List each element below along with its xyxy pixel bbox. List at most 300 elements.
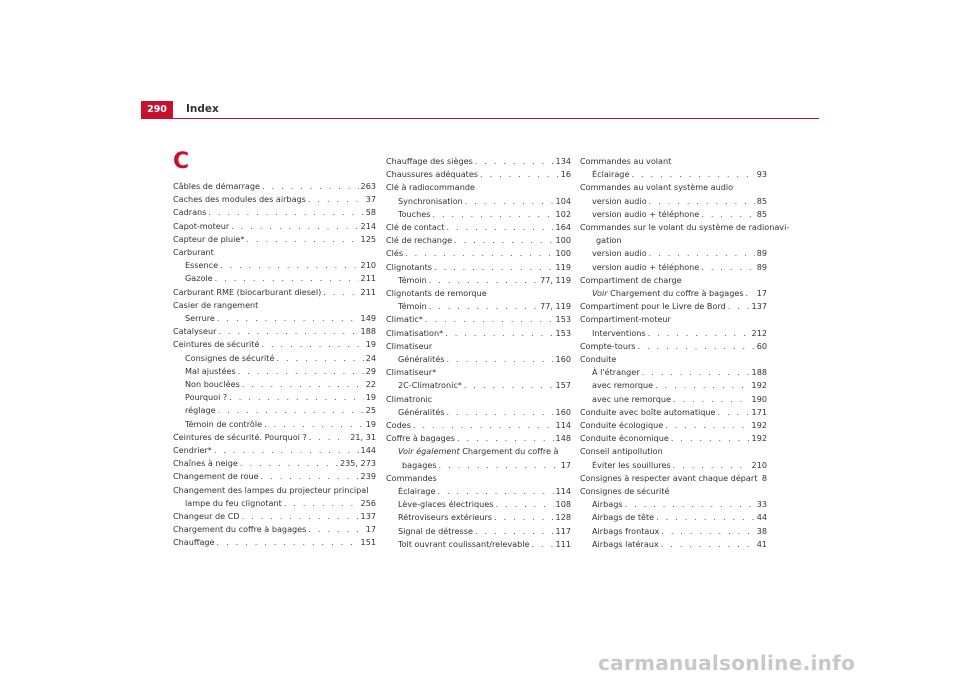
index-entry-label: Conduite économique	[580, 433, 669, 444]
index-entry	[580, 498, 767, 511]
dot-leader	[649, 195, 755, 208]
index-heading: Commandes au volant	[580, 156, 672, 166]
index-entry	[173, 312, 376, 325]
index-entry-label: Clé de contact	[386, 222, 445, 233]
index-entry-label: Climatisation*	[386, 327, 444, 338]
dot-leader	[429, 300, 538, 313]
see-also-reference	[592, 287, 744, 300]
index-entry-page: 192	[751, 433, 767, 444]
index-entry-page: 117	[555, 525, 571, 536]
index-entry-label: Chauffage des sièges	[386, 156, 473, 166]
index-entry	[386, 274, 571, 287]
index-entry	[386, 247, 571, 260]
index-entry-page: 44	[756, 512, 767, 523]
index-entry-label: Ceintures de sécurité	[173, 339, 260, 350]
dot-leader	[648, 327, 750, 340]
index-entry-page: 16	[560, 169, 571, 180]
index-entry-label: Chargement du coffre à bagages	[173, 524, 307, 535]
index-column-1	[173, 180, 376, 550]
index-entry-label: Conduite écologique	[580, 420, 664, 431]
index-entry	[173, 510, 376, 523]
index-entry-page: 102	[555, 208, 571, 219]
index-entry-page: 149	[360, 313, 376, 324]
index-entry-label: Câbles de démarrage	[173, 181, 261, 191]
index-entry-label: version audio + téléphone	[592, 261, 700, 272]
dot-leader	[673, 459, 750, 472]
index-entry-label: Synchronisation	[398, 195, 463, 206]
index-entry-page: 212	[751, 327, 767, 338]
dot-leader	[214, 444, 359, 457]
dot-leader	[475, 525, 554, 538]
index-entry-label: Codes	[386, 420, 411, 431]
dot-leader	[437, 485, 553, 498]
index-entry-page: 211	[360, 286, 376, 297]
index-entry-label: Changement de roue	[173, 471, 259, 482]
index-entry	[580, 247, 767, 260]
dot-leader	[238, 365, 364, 378]
index-entry-page: 125	[360, 233, 376, 244]
index-entry-label: Signal de détresse	[398, 525, 473, 536]
index-entry-page: 85	[756, 208, 767, 219]
index-entry	[173, 233, 376, 246]
index-entry-page: 188	[751, 367, 767, 378]
index-heading: Consignes de sécurité	[580, 486, 670, 497]
index-entry	[173, 523, 376, 536]
index-column-3	[580, 155, 790, 551]
dot-leader	[446, 221, 553, 234]
index-entry-page: 111	[555, 538, 571, 549]
index-entry	[580, 525, 767, 538]
index-entry-label: Clés	[386, 248, 404, 259]
dot-leader	[439, 459, 559, 472]
index-entry-label: 2C-Climatronic*	[398, 380, 462, 391]
index-entry	[173, 497, 376, 510]
index-entry-label: Pourquoi ?	[185, 392, 228, 403]
see-also-reference	[398, 445, 558, 458]
see-also-label: Voir	[592, 288, 608, 299]
index-entry-page: 188	[360, 326, 376, 337]
dot-leader	[308, 523, 363, 536]
dot-leader	[218, 404, 364, 417]
index-entry	[386, 261, 571, 274]
dot-leader	[432, 208, 553, 221]
index-entry-label: Changeur de CD	[173, 511, 240, 522]
index-entry	[173, 391, 376, 404]
index-entry	[386, 432, 571, 445]
index-entry-label: Compte-tours	[580, 340, 636, 351]
index-entry-label: Mal ajustées	[185, 365, 236, 376]
index-heading: Commandes au volant système audio	[580, 182, 734, 193]
index-entry	[580, 538, 767, 551]
index-heading: Climatronic	[386, 393, 433, 404]
index-entry-label: Consignes à respecter avant chaque départ	[580, 472, 758, 483]
dot-leader	[208, 206, 363, 219]
index-entry-page: 19	[365, 392, 376, 403]
dot-leader	[429, 274, 538, 287]
index-entry-page: 100	[555, 235, 571, 246]
index-entry-label: Conduite avec boîte automatique	[580, 406, 716, 417]
dot-leader	[671, 432, 750, 445]
index-entry-label: Éclairage	[398, 486, 436, 497]
dot-leader	[649, 247, 755, 260]
index-entry	[173, 365, 376, 378]
index-entry-page: 190	[751, 393, 767, 404]
index-entry-label: Coffre à bagages	[386, 433, 455, 444]
index-entry-label: Airbags	[592, 499, 623, 510]
watermark: carmanualsonline.info	[598, 651, 856, 675]
index-entry-label: Témoin de contrôle	[185, 418, 263, 429]
index-entry-label: Lève-glaces électriques	[398, 499, 494, 510]
index-entry-label: À l'étranger	[592, 367, 640, 378]
index-entry-page: 134	[555, 156, 571, 166]
index-entry	[386, 459, 571, 472]
dot-leader	[220, 259, 358, 272]
index-entry-label: Généralités	[398, 354, 445, 365]
dot-leader	[464, 379, 554, 392]
index-entry-page: 17	[756, 288, 767, 299]
index-entry	[386, 485, 571, 498]
index-entry-label: Non bouclées	[185, 379, 240, 390]
index-entry-label: Éclairage	[592, 169, 630, 180]
index-entry-label: Airbags latéraux	[592, 538, 659, 549]
index-entry-label: Capteur de pluie*	[173, 233, 245, 244]
index-entry	[580, 287, 767, 300]
dot-leader	[701, 261, 754, 274]
dot-leader	[413, 419, 554, 432]
dot-leader	[229, 391, 363, 404]
index-entry	[386, 221, 571, 234]
index-entry-label: Cadrans	[173, 207, 207, 218]
dot-leader	[405, 247, 553, 260]
index-entry-page: 151	[360, 537, 376, 548]
index-entry	[386, 445, 571, 458]
dot-leader	[631, 168, 754, 181]
index-entry-page: 104	[555, 195, 571, 206]
dot-leader	[673, 393, 750, 406]
index-entry-page: 24	[365, 352, 376, 363]
index-entry-page: 210	[751, 459, 767, 470]
index-entry-page: 263	[360, 181, 376, 191]
index-entry	[580, 393, 767, 406]
dot-leader	[240, 457, 338, 470]
index-entry-label: Éviter les souillures	[592, 459, 671, 470]
index-entry	[386, 406, 571, 419]
index-entry-label: Chaussures adéquates	[386, 169, 479, 180]
dot-leader	[746, 287, 755, 300]
index-entry	[173, 418, 376, 431]
index-entry-page: 60	[756, 340, 767, 351]
index-entry-page: 160	[555, 406, 571, 417]
index-entry	[173, 352, 376, 365]
index-entry-label: Témoin	[398, 274, 427, 285]
index-heading: Conseil antipollution	[580, 446, 663, 457]
dot-leader	[728, 300, 750, 313]
dot-leader	[661, 525, 754, 538]
dot-leader	[231, 220, 358, 233]
index-entry-page: 144	[360, 445, 376, 456]
index-entry-label: Compartiment pour le Livre de Bord	[580, 301, 726, 312]
index-entry-page: 19	[365, 418, 376, 429]
dot-leader	[308, 193, 364, 206]
index-entry-page: 153	[555, 314, 571, 325]
index-entry	[386, 234, 571, 247]
index-entry	[173, 457, 376, 470]
index-entry-label: Clignotants	[386, 261, 433, 272]
section-letter: C	[173, 149, 190, 174]
dot-leader	[262, 180, 359, 193]
index-entry-label: Catalyseur	[173, 326, 217, 337]
index-entry-label: Chauffage	[173, 537, 215, 548]
index-entry-page: 41	[756, 538, 767, 549]
index-entry-page: 93	[756, 169, 767, 180]
index-entry	[173, 272, 376, 285]
index-entry-label: Carburant RME (biocarburant diesel)	[173, 286, 322, 297]
index-heading: Compartiment-moteur	[580, 314, 671, 325]
index-entry	[173, 206, 376, 219]
index-entry	[580, 459, 767, 472]
dot-leader	[217, 536, 359, 549]
index-entry-label: Airbags frontaux	[592, 525, 660, 536]
index-entry	[173, 378, 376, 391]
index-entry-page: 85	[756, 195, 767, 206]
index-entry	[580, 261, 767, 274]
index-entry-page: 108	[555, 499, 571, 510]
index-entry-label: Consignes de sécurité	[185, 352, 275, 363]
index-entry-page: 239	[360, 471, 376, 482]
index-entry	[173, 470, 376, 483]
index-entry	[386, 195, 571, 208]
dot-leader	[261, 338, 363, 351]
index-entry	[580, 472, 767, 485]
index-entry	[173, 404, 376, 417]
dot-leader	[638, 340, 755, 353]
index-entry	[386, 313, 571, 326]
index-entry-label: Clé de rechange	[386, 235, 453, 246]
index-entry-page: 211	[360, 273, 376, 284]
index-entry-page: 192	[751, 420, 767, 431]
index-heading: Compartiment de charge	[580, 274, 682, 285]
index-entry-label: Rétroviseurs extérieurs	[398, 512, 493, 523]
index-entry-page: 256	[360, 497, 376, 508]
index-entry-label: Touches	[398, 208, 431, 219]
dot-leader	[661, 538, 755, 551]
index-entry	[580, 366, 767, 379]
dot-leader	[242, 378, 364, 391]
dot-leader	[218, 325, 358, 338]
index-entry-page: 33	[756, 499, 767, 510]
index-entry-page: 37	[365, 194, 376, 205]
index-entry	[386, 419, 571, 432]
index-entry-page: 171	[751, 406, 767, 417]
index-entry-label: avec une remorque	[592, 393, 671, 404]
index-heading: gation	[596, 235, 622, 246]
index-entry	[173, 325, 376, 338]
index-entry	[580, 195, 767, 208]
index-entry-page: 153	[555, 327, 571, 338]
dot-leader	[246, 233, 358, 246]
index-entry	[580, 419, 767, 432]
index-entry-label: Capot-moteur	[173, 220, 230, 231]
index-entry-label: Climatic*	[386, 314, 423, 325]
index-entry	[386, 208, 571, 221]
index-entry	[580, 340, 767, 353]
dot-leader	[261, 470, 359, 483]
index-entry-page: 148	[555, 433, 571, 444]
index-entry	[386, 168, 571, 181]
index-entry	[173, 286, 376, 299]
index-entry-page: 160	[555, 354, 571, 365]
dot-leader	[701, 208, 754, 221]
index-entry	[173, 193, 376, 206]
dot-leader	[434, 261, 554, 274]
index-heading: Carburant	[173, 247, 214, 258]
dot-leader	[284, 497, 359, 510]
index-heading: Commandes	[386, 472, 437, 483]
index-entry-label: Ceintures de sécurité. Pourquoi ?	[173, 431, 307, 442]
index-entry-label: Cendrier*	[173, 445, 212, 456]
dot-leader	[494, 511, 554, 524]
see-also-label: Voir également	[398, 446, 460, 457]
index-entry	[173, 431, 376, 444]
index-entry-label: Chaînes à neige	[173, 458, 238, 469]
index-entry-page: 25	[365, 405, 376, 416]
page-number: 290	[141, 101, 173, 119]
index-entry-label: Témoin	[398, 301, 427, 312]
index-entry	[386, 353, 571, 366]
index-entry-label: réglage	[185, 405, 216, 416]
dot-leader	[323, 286, 358, 299]
index-entry	[173, 444, 376, 457]
index-entry	[580, 168, 767, 181]
index-entry-label: version audio	[592, 195, 647, 206]
index-entry	[173, 338, 376, 351]
dot-leader	[655, 379, 749, 392]
index-entry-page: 114	[555, 420, 571, 431]
index-entry-label: version audio	[592, 248, 647, 259]
index-heading: Casier de rangement	[173, 299, 259, 310]
index-entry-label: bagages	[402, 459, 437, 470]
index-entry	[173, 220, 376, 233]
dot-leader	[625, 498, 755, 511]
index-heading: Clé à radiocommande	[386, 182, 475, 193]
index-heading: Conduite	[580, 354, 617, 365]
index-entry-label: Gazole	[185, 273, 213, 284]
index-entry-page: 77, 119	[540, 301, 571, 312]
index-entry	[580, 379, 767, 392]
index-entry-page: 137	[751, 301, 767, 312]
index-entry-page: 214	[360, 220, 376, 231]
dot-leader	[495, 498, 553, 511]
index-entry-page: 77, 119	[540, 274, 571, 285]
dot-leader	[475, 155, 554, 168]
index-entry-page: 29	[365, 365, 376, 376]
index-entry-page: 114	[555, 486, 571, 497]
index-entry-label: Toit ouvrant coulissant/relevable	[398, 538, 530, 549]
index-entry-page: 38	[756, 525, 767, 536]
dot-leader	[447, 406, 554, 419]
index-entry-page: 21, 31	[350, 431, 376, 442]
index-entry	[173, 259, 376, 272]
dot-leader	[217, 312, 359, 325]
index-entry-label: avec remorque	[592, 380, 654, 391]
index-entry-page: 157	[555, 380, 571, 391]
dot-leader	[480, 168, 559, 181]
index-entry	[386, 498, 571, 511]
index-column-2	[386, 155, 571, 551]
index-entry	[580, 208, 767, 221]
index-entry	[386, 538, 571, 551]
index-entry-page: 235, 273	[339, 458, 376, 469]
index-entry-page: 89	[756, 261, 767, 272]
index-entry-label: lampe du feu clignotant	[185, 497, 282, 508]
index-entry-page: 22	[365, 379, 376, 390]
see-also-target: Chargement du coffre à	[462, 446, 559, 457]
dot-leader	[264, 418, 364, 431]
index-entry	[173, 180, 376, 193]
index-entry-label: version audio + téléphone	[592, 208, 700, 219]
index-entry	[173, 536, 376, 549]
index-entry-page: 164	[555, 222, 571, 233]
dot-leader	[665, 419, 749, 432]
index-entry-page: 192	[751, 380, 767, 391]
dot-leader	[465, 195, 554, 208]
index-entry	[580, 511, 767, 524]
dot-leader	[425, 313, 554, 326]
dot-leader	[642, 366, 750, 379]
dot-leader	[276, 352, 363, 365]
index-entry	[386, 300, 571, 313]
index-entry-label: Généralités	[398, 406, 445, 417]
index-entry-page: 128	[555, 512, 571, 523]
dot-leader	[242, 510, 359, 523]
dot-leader	[531, 538, 553, 551]
index-heading: Changement des lampes du projecteur principal	[173, 484, 369, 495]
dot-leader	[454, 234, 553, 247]
index-heading: Climatiseur*	[386, 367, 437, 378]
index-entry-label: Serrure	[185, 313, 215, 324]
index-entry-page: 100	[555, 248, 571, 259]
dot-leader	[445, 327, 553, 340]
index-entry	[580, 300, 767, 313]
index-entry-page: 137	[360, 511, 376, 522]
index-entry-page: 17	[365, 524, 376, 535]
dot-leader	[718, 406, 750, 419]
index-heading: Clignotants de remorque	[386, 288, 487, 299]
index-entry-label: Essence	[185, 260, 219, 271]
index-entry	[386, 511, 571, 524]
dot-leader	[447, 353, 554, 366]
header-rule	[141, 118, 819, 119]
index-entry-page: 119	[555, 261, 571, 272]
index-entry-label: Interventions	[592, 327, 646, 338]
index-entry-page: 58	[365, 207, 376, 218]
index-entry	[386, 379, 571, 392]
index-entry-page: 19	[365, 339, 376, 350]
dot-leader	[656, 511, 755, 524]
index-entry	[580, 327, 767, 340]
see-also-target: Chargement du coffre à bagages	[610, 288, 744, 299]
index-entry-label: Caches des modules des airbags	[173, 194, 306, 205]
index-entry-page: 210	[360, 260, 376, 271]
index-entry-page: 17	[560, 459, 571, 470]
dot-leader	[215, 272, 359, 285]
index-entry	[386, 155, 571, 168]
index-entry-page: 8	[761, 472, 767, 483]
index-heading: Climatiseur	[386, 340, 433, 351]
index-entry	[580, 432, 767, 445]
dot-leader	[309, 431, 348, 444]
dot-leader	[457, 432, 554, 445]
